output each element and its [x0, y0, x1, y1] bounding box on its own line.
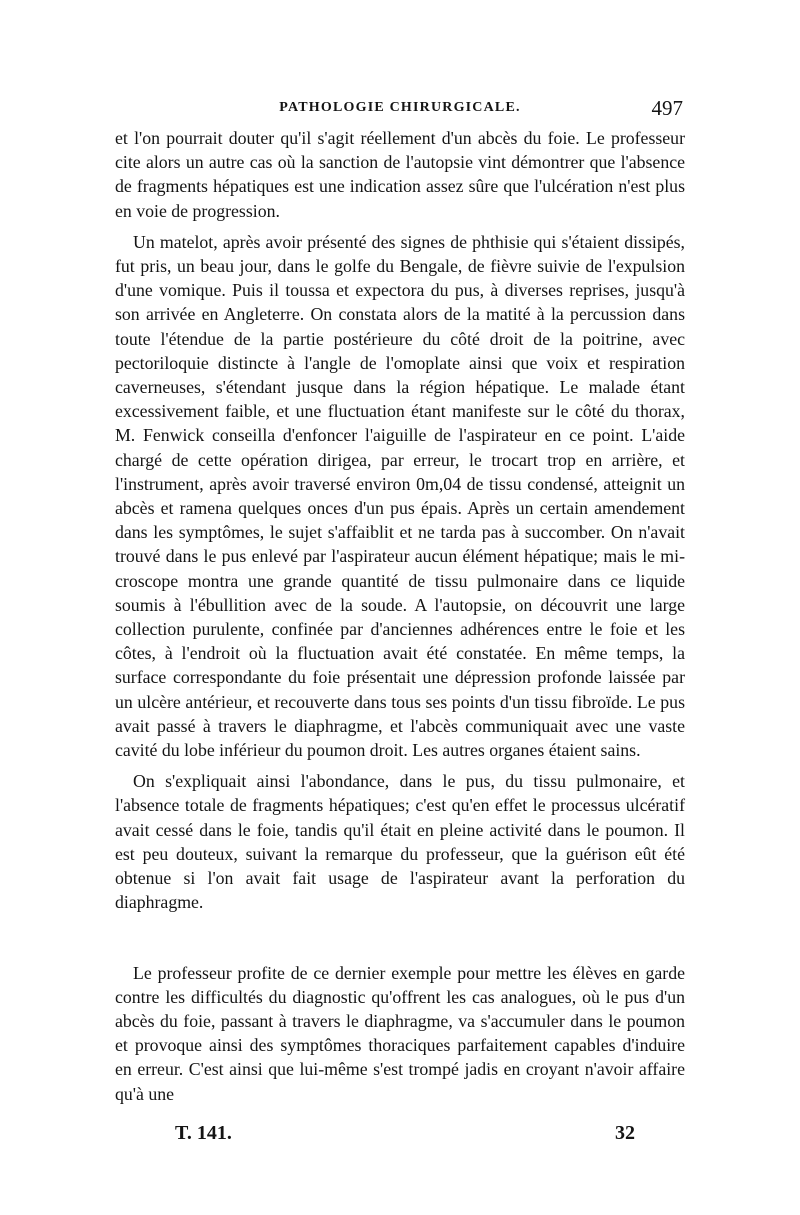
- body-text: [115, 126, 685, 1106]
- paragraph-1: et l'on pourrait douter qu'il s'agit réellement d'un abcès du foie. Le professeur cite alors un autre cas où la sanction de l'autopsie vint démontrer que l'absence de fragments hépatiques est une indication assez sûre que l'ulcération n'est plus en voie de progression.: [115, 128, 685, 221]
- page-header: [115, 96, 685, 122]
- sheet-number: 32: [615, 1122, 635, 1144]
- signature-mark: T. 141.: [175, 1122, 232, 1144]
- paragraph-2: Un matelot, après avoir présenté des signes de phthisie qui s'étaient dissipés, fut pris, un beau jour, dans le golfe du Bengale, de fièvre suivie de l'expulsion d'une vomique. Puis il toussa et expectora du pus, à diverses reprises, jusqu'à son arrivée en Angleterre. On constata alors de la matité à la percussion dans toute l'étendue de la partie postérieure du côté droit de la poitrine, avec pectoriloquie distincte à l'angle de l'omoplate ainsi que voix et respiration caverneuses, s'étendant jusque dans la région hépatique. Le malade étant excessivement faible, et une fluctuation étant manifeste sur le côté du thorax, M. Fenwick conseilla d'enfoncer l'aiguille de l'aspirateur en ce point. L'aide chargé de cette opération dirigea, par erreur, le trocart trop en arrière, et l'instrument, après avoir traversé environ 0m,04 de tissu condensé, atteignit un abcès et ramena quelques onces d'un pus épais. Après un certain amendement dans les symptômes, le sujet s'affaiblit et ne tarda pas à succomber. On n'avait trouvé dans le pus enlevé par l'aspirateur aucun élément hépatique; mais le microscope montra une grande quantité de tissu pulmonaire dans ce liquide soumis à l'ébullition avec de la soude. A l'autopsie, on découvrit une large collection purulente, confinée par d'anciennes adhérences entre le foie et les côtes, à l'endroit où la fluctuation avait été constatée. En même temps, la surface correspondante du foie présentait une dépression profonde laissée par un ulcère antérieur, et recouverte dans tous ses points d'un tissu fibroïde. Le pus avait passé à travers le diaphragme, et l'abcès communiquait avec une vaste cavité du lobe inférieur du poumon droit. Les autres organes étaient sains.: [115, 231, 685, 761]
- paragraph-4: Le professeur profite de ce dernier exemple pour mettre les élèves en garde contre les difficultés du diagnostic qu'offrent les cas analogues, où le pus d'un abcès du foie, passant à travers le diaphragme, va s'accumuler dans le poumon et provoque ainsi des symptômes thoraciques parfaitement capables d'induire en erreur. C'est ainsi que lui-même s'est trompé jadis en croyant n'avoir affaire qu'à une: [115, 962, 685, 1104]
- page-footer: [175, 1122, 635, 1150]
- running-title: PATHOLOGIE CHIRURGICALE.: [279, 100, 521, 115]
- paragraph-3: On s'expliquait ainsi l'abondance, dans le pus, du tissu pulmonaire, et l'absence totale de fragments hépatiques; c'est qu'en effet le processus ulcératif avait cessé dans le foie, tandis qu'il était en pleine activité dans le poumon. Il est peu douteux, suivant la remarque du professeur, que la guérison eût été obtenue si l'on avait fait usage de l'aspirateur avant la perforation du diaphragme.: [115, 771, 685, 913]
- page-number: 497: [651, 96, 683, 120]
